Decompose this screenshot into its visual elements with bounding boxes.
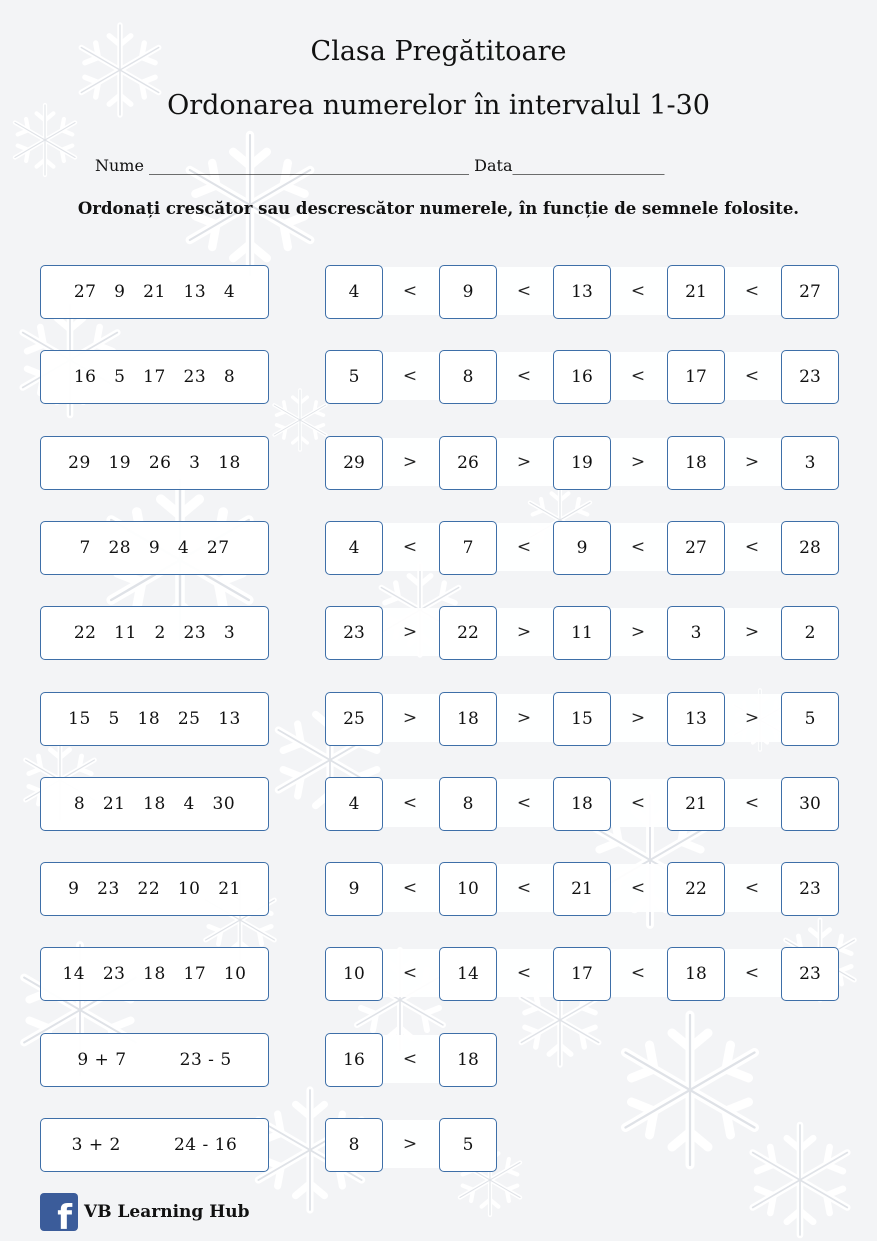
answer-box[interactable]: 21: [667, 265, 725, 319]
comparison-sign: <: [630, 281, 646, 301]
exercise-row: [0, 1118, 877, 1172]
comparison-sign: <: [402, 793, 418, 813]
comparison-sign: <: [402, 281, 418, 301]
source-numbers-box: 22 11 2 23 3: [40, 606, 269, 660]
answer-box[interactable]: 5: [781, 692, 839, 746]
answer-box[interactable]: 10: [439, 862, 497, 916]
instruction-text: Ordonați crescător sau descrescător numerele, în funcție de semnele folosite.: [77, 199, 800, 218]
answer-box[interactable]: 18: [439, 1033, 497, 1087]
source-numbers-box: 16 5 17 23 8: [40, 350, 269, 404]
comparison-sign: >: [744, 452, 760, 472]
answer-box[interactable]: 5: [439, 1118, 497, 1172]
source-numbers-box: 14 23 18 17 10: [40, 947, 269, 1001]
date-label: Data: [474, 156, 513, 175]
exercise-row: [0, 862, 877, 916]
answer-box[interactable]: 19: [553, 436, 611, 490]
comparison-sign: >: [516, 708, 532, 728]
answer-box[interactable]: 10: [325, 947, 383, 1001]
answer-box[interactable]: 18: [667, 947, 725, 1001]
comparison-sign: <: [516, 878, 532, 898]
comparison-sign: <: [630, 878, 646, 898]
exercise-row: [0, 1033, 877, 1087]
comparison-sign: <: [744, 366, 760, 386]
answer-box[interactable]: 8: [439, 350, 497, 404]
name-blank: ________________________________________: [149, 156, 470, 175]
exercise-row: [0, 350, 877, 404]
exercise-row: [0, 521, 877, 575]
exercise-row: [0, 692, 877, 746]
comparison-sign: >: [516, 452, 532, 472]
answer-box[interactable]: 4: [325, 521, 383, 575]
date-blank: ___________________: [512, 156, 665, 175]
answer-box[interactable]: 9: [439, 265, 497, 319]
answer-box[interactable]: 28: [781, 521, 839, 575]
answer-box[interactable]: 16: [325, 1033, 383, 1087]
exercise-row: [0, 436, 877, 490]
comparison-sign: <: [516, 366, 532, 386]
answer-box[interactable]: 22: [439, 606, 497, 660]
exercise-row: [0, 265, 877, 319]
source-numbers-box: 7 28 9 4 27: [40, 521, 269, 575]
comparison-sign: <: [630, 537, 646, 557]
comparison-sign: <: [744, 537, 760, 557]
source-numbers-box: 9 23 22 10 21: [40, 862, 269, 916]
answer-box[interactable]: 17: [553, 947, 611, 1001]
answer-box[interactable]: 9: [553, 521, 611, 575]
answer-box[interactable]: 30: [781, 777, 839, 831]
source-numbers-box: 29 19 26 3 18: [40, 436, 269, 490]
answer-box[interactable]: 18: [439, 692, 497, 746]
answer-box[interactable]: 18: [553, 777, 611, 831]
comparison-sign: <: [744, 963, 760, 983]
name-label: Nume: [95, 156, 144, 175]
answer-box[interactable]: 26: [439, 436, 497, 490]
answer-box[interactable]: 23: [325, 606, 383, 660]
comparison-sign: <: [516, 281, 532, 301]
answer-box[interactable]: 15: [553, 692, 611, 746]
answer-box[interactable]: 4: [325, 265, 383, 319]
comparison-sign: <: [630, 793, 646, 813]
comparison-sign: <: [402, 1049, 418, 1069]
exercise-row: [0, 777, 877, 831]
comparison-sign: >: [402, 452, 418, 472]
answer-box[interactable]: 25: [325, 692, 383, 746]
comparison-sign: >: [402, 708, 418, 728]
answer-box[interactable]: 4: [325, 777, 383, 831]
worksheet-topic-title: Ordonarea numerelor în intervalul 1-30: [167, 90, 710, 121]
footer-branding: [40, 1193, 250, 1231]
answer-box[interactable]: 23: [781, 350, 839, 404]
comparison-sign: >: [516, 622, 532, 642]
comparison-sign: >: [744, 622, 760, 642]
comparison-sign: <: [402, 963, 418, 983]
answer-box[interactable]: 22: [667, 862, 725, 916]
answer-box[interactable]: 7: [439, 521, 497, 575]
answer-box[interactable]: 18: [667, 436, 725, 490]
answer-box[interactable]: 14: [439, 947, 497, 1001]
comparison-sign: <: [744, 878, 760, 898]
answer-box[interactable]: 3: [781, 436, 839, 490]
answer-box[interactable]: 11: [553, 606, 611, 660]
answer-box[interactable]: 2: [781, 606, 839, 660]
answer-box[interactable]: 23: [781, 947, 839, 1001]
comparison-sign: <: [516, 793, 532, 813]
comparison-sign: <: [516, 537, 532, 557]
source-numbers-box: 15 5 18 25 13: [40, 692, 269, 746]
brand-name: VB Learning Hub: [84, 1202, 250, 1222]
answer-box[interactable]: 3: [667, 606, 725, 660]
answer-box[interactable]: 13: [553, 265, 611, 319]
answer-box[interactable]: 27: [667, 521, 725, 575]
comparison-sign: >: [630, 708, 646, 728]
answer-box[interactable]: 9: [325, 862, 383, 916]
comparison-sign: >: [744, 708, 760, 728]
name-date-line: [95, 156, 664, 175]
answer-box[interactable]: 27: [781, 265, 839, 319]
answer-box[interactable]: 16: [553, 350, 611, 404]
answer-box[interactable]: 21: [667, 777, 725, 831]
comparison-sign: >: [630, 452, 646, 472]
comparison-sign: >: [630, 622, 646, 642]
answer-box[interactable]: 21: [553, 862, 611, 916]
worksheet-class-title: Clasa Pregătitoare: [310, 36, 567, 67]
answer-box[interactable]: 5: [325, 350, 383, 404]
comparison-sign: <: [402, 537, 418, 557]
comparison-sign: <: [630, 963, 646, 983]
comparison-sign: <: [744, 281, 760, 301]
comparison-sign: <: [402, 366, 418, 386]
source-numbers-box: 8 21 18 4 30: [40, 777, 269, 831]
source-numbers-box: 9 + 7 23 - 5: [40, 1033, 269, 1087]
answer-box[interactable]: 8: [439, 777, 497, 831]
answer-box[interactable]: 8: [325, 1118, 383, 1172]
source-numbers-box: 3 + 2 24 - 16: [40, 1118, 269, 1172]
comparison-sign: >: [402, 622, 418, 642]
comparison-sign: >: [402, 1134, 418, 1154]
comparison-sign: <: [516, 963, 532, 983]
exercise-row: [0, 606, 877, 660]
exercise-row: [0, 947, 877, 1001]
answer-box[interactable]: 29: [325, 436, 383, 490]
comparison-sign: <: [744, 793, 760, 813]
comparison-sign: <: [402, 878, 418, 898]
answer-box[interactable]: 23: [781, 862, 839, 916]
comparison-sign: <: [630, 366, 646, 386]
answer-box[interactable]: 13: [667, 692, 725, 746]
source-numbers-box: 27 9 21 13 4: [40, 265, 269, 319]
facebook-icon: f: [40, 1193, 78, 1231]
answer-box[interactable]: 17: [667, 350, 725, 404]
